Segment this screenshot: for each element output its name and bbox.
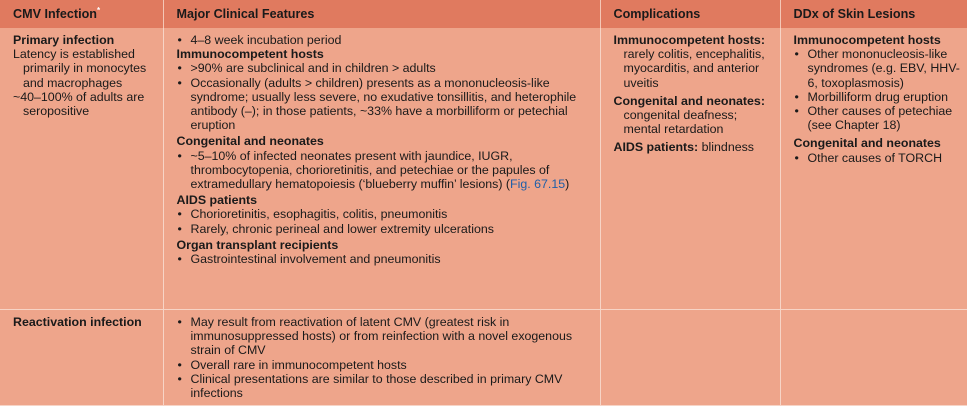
cell-primary-complications: [600, 28, 780, 310]
list-item: • Rarely, chronic perineal and lower extremity ulcerations: [177, 222, 593, 236]
reactivation-infection-label: Reactivation infection: [13, 315, 142, 329]
cell-primary-ddx: [780, 28, 967, 310]
list-item: • ~5–10% of infected neonates present with jaundice, IUGR, thrombocytopenia, chorioretinitis, and petechiae or the papules of extramedullary hematopoiesis (‘blueberry muffin’ lesions) (Fig. 67.15): [177, 149, 593, 192]
seropositive-text: ~40–100% of adults are seropositive: [13, 89, 145, 119]
ddx-subheading-immunocompetent: Immunocompetent hosts: [793, 33, 941, 47]
subheading-immunocompetent: Immunocompetent hosts: [176, 47, 324, 62]
header-ddx-skin-lesions: DDx of Skin Lesions: [780, 0, 967, 28]
subheading-aids: AIDS patients: [176, 193, 258, 208]
complication-congenital: Congenital and neonates: congenital deafness; mental retardation: [613, 93, 765, 137]
cell-reactivation-complications: [600, 310, 780, 406]
list-item: • >90% are subclinical and in children > adults: [177, 61, 593, 75]
subheading-transplant: Organ transplant recipients: [176, 237, 339, 252]
list-item: • 4–8 week incubation period: [177, 33, 593, 47]
row-primary-infection: [0, 28, 967, 310]
cell-reactivation-features: [163, 310, 600, 406]
list-item: • Other causes of petechiae (see Chapter 18): [794, 104, 961, 132]
complication-aids: AIDS patients: blindness: [613, 140, 754, 155]
cell-primary-label: [0, 28, 163, 310]
row-reactivation-infection: [0, 310, 967, 406]
list-item: • Overall rare in immunocompetent hosts: [177, 358, 593, 372]
list-item: • Occasionally (adults > children) presents as a mononucleosis-like syndrome; usually less severe, no exudative tonsillitis, and heterophile antibody (–); in those patients, ~33% have a morbilliform or petechial eruption: [177, 76, 593, 133]
list-item: • Gastrointestinal involvement and pneumonitis: [177, 252, 593, 266]
list-item: • Morbilliform drug eruption: [794, 90, 961, 104]
complication-immunocompetent: Immunocompetent hosts: rarely colitis, encephalitis, myocarditis, and anterior uveitis: [613, 33, 765, 90]
list-item: • Other mononucleosis-like syndromes (e.g. EBV, HHV-6, toxoplasmosis): [794, 47, 961, 90]
header-cmv-infection: CMV Infection*: [0, 0, 163, 28]
header-major-clinical-features: Major Clinical Features: [163, 0, 600, 28]
footnote-marker: *: [96, 5, 101, 15]
primary-infection-label: Primary infection: [13, 33, 115, 47]
list-item: • Other causes of TORCH: [794, 151, 961, 165]
header-complications: Complications: [600, 0, 780, 28]
figure-link[interactable]: Fig. 67.15: [510, 177, 566, 192]
list-item: • Clinical presentations are similar to those described in primary CMV infections: [177, 372, 593, 400]
list-item: • May result from reactivation of latent CMV (greatest risk in immunosuppressed hosts) or from reinfection with a novel exogenous strain of CMV: [177, 315, 593, 358]
cell-reactivation-label: [0, 310, 163, 406]
cell-primary-features: [163, 28, 600, 310]
cell-reactivation-ddx: [780, 310, 967, 406]
list-item: • Chorioretinitis, esophagitis, colitis, pneumonitis: [177, 207, 593, 221]
latency-text: Latency is established primarily in monocytes and macrophages: [13, 47, 147, 90]
ddx-subheading-congenital: Congenital and neonates: [793, 136, 941, 151]
header-row: [0, 0, 967, 28]
subheading-congenital: Congenital and neonates: [176, 134, 324, 149]
